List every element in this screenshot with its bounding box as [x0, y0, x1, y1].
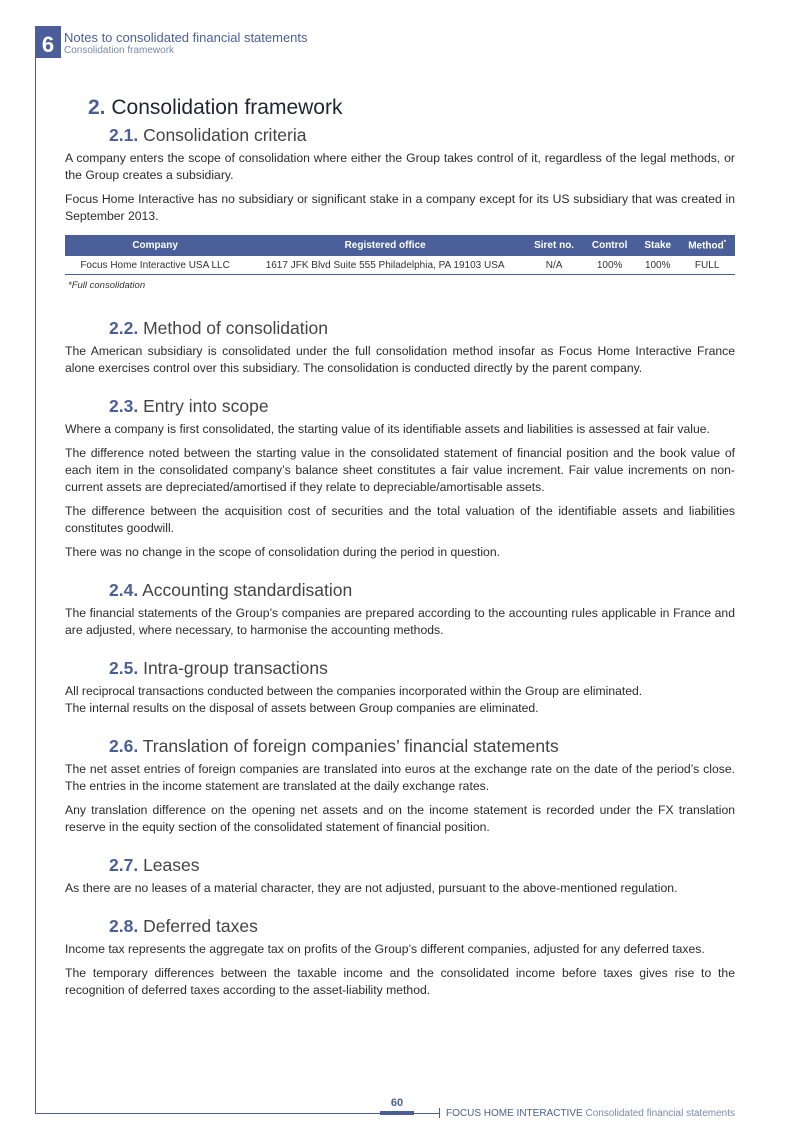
- page-number: 60: [390, 1097, 404, 1109]
- subsection-heading-2-5: 2.5. Intra-group transactions: [109, 658, 328, 678]
- subsection-heading-2-2: 2.2. Method of consolidation: [109, 318, 328, 338]
- paragraph: All reciprocal transactions conducted between the companies incorporated within the Group are eliminated.: [65, 684, 643, 698]
- column-header-siret: Siret no.: [525, 235, 583, 256]
- cell-control: 100%: [583, 256, 636, 275]
- paragraph: Income tax represents the aggregate tax on profits of the Group’s different companies, adjusted for any deferred taxes.: [65, 942, 705, 956]
- footer-brand-name: FOCUS HOME INTERACTIVE: [446, 1108, 583, 1119]
- column-header-registered-office: Registered office: [245, 235, 525, 256]
- paragraph: The American subsidiary is consolidated under the full consolidation method insofar as Focus Home Interactive France alone exercises control over this subsidiary. The consolidation is conducted directly by the parent company.: [65, 344, 735, 375]
- chapter-title: Notes to consolidated financial statements: [64, 30, 308, 45]
- subsection-heading-2-6: 2.6. Translation of foreign companies’ financial statements: [109, 736, 559, 756]
- paragraph: The temporary differences between the taxable income and the consolidated income before taxes gives rise to the recognition of deferred taxes according to the asset-liability method.: [65, 966, 735, 997]
- page-frame-left-rule: [35, 58, 36, 1113]
- section-heading: [88, 95, 735, 121]
- footer-brand: [446, 1108, 735, 1119]
- section-title: Consolidation framework: [111, 96, 343, 119]
- paragraph: As there are no leases of a material character, they are not adjusted, pursuant to the above-mentioned regulation.: [65, 881, 678, 895]
- paragraph: Where a company is first consolidated, the starting value of its identifiable assets and liabilities is assessed at fair value.: [65, 422, 710, 436]
- table-footnote: *Full consolidation: [68, 280, 146, 291]
- page-content: [65, 95, 735, 1006]
- table-row: [65, 256, 735, 275]
- table-header-row: [65, 235, 735, 256]
- page-frame-tick: [439, 1108, 440, 1118]
- cell-method: FULL: [679, 256, 735, 275]
- footnote-marker: *: [723, 239, 727, 246]
- paragraph: The difference between the acquisition cost of securities and the total valuation of the identifiable assets and liabilities constitutes goodwill.: [65, 504, 735, 535]
- consolidation-scope-table: [65, 235, 735, 275]
- subsection-heading-2-7: 2.7. Leases: [109, 855, 200, 875]
- cell-company: Focus Home Interactive USA LLC: [65, 256, 245, 275]
- column-header-company: Company: [65, 235, 245, 256]
- paragraph: Any translation difference on the opening net assets and on the income statement is recorded under the FX translation reserve in the equity section of the consolidated statement of financial position.: [65, 803, 735, 834]
- section-number: 2.: [88, 96, 106, 119]
- subsection-heading-2-3: 2.3. Entry into scope: [109, 396, 269, 416]
- subsection-heading-2-8: 2.8. Deferred taxes: [109, 916, 258, 936]
- paragraph: There was no change in the scope of consolidation during the period in question.: [65, 545, 500, 559]
- footer-document-title: Consolidated financial statements: [585, 1108, 735, 1119]
- chapter-number-badge: 6: [35, 26, 61, 58]
- paragraph: A company enters the scope of consolidation where either the Group takes control of it, regardless of the legal methods, or the Group creates a subsidiary.: [65, 151, 735, 182]
- paragraph: The difference noted between the starting value in the consolidated statement of financial position and the book value of each item in the consolidated company’s balance sheet constitutes a fair value increment. Fair value increments on non-current assets are depreciated/amortised if they relate to depreciable/amortisable assets.: [65, 446, 735, 494]
- page-number-bar: [380, 1111, 414, 1115]
- column-header-control: Control: [583, 235, 636, 256]
- subsection-heading-2-1: 2.1. Consolidation criteria: [109, 125, 307, 145]
- column-header-stake: Stake: [636, 235, 679, 256]
- chapter-subtitle: Consolidation framework: [64, 45, 175, 56]
- paragraph: Focus Home Interactive has no subsidiary or significant stake in a company except for its US subsidiary that was created in September 2013.: [65, 192, 735, 223]
- paragraph: The internal results on the disposal of assets between Group companies are eliminated.: [65, 701, 539, 715]
- cell-stake: 100%: [636, 256, 679, 275]
- column-header-method: Method*: [679, 235, 735, 256]
- cell-registered-office: 1617 JFK Blvd Suite 555 Philadelphia, PA 19103 USA: [245, 256, 525, 275]
- subsection-heading-2-4: 2.4. Accounting standardisation: [109, 580, 353, 600]
- paragraph: The financial statements of the Group’s companies are prepared according to the accounting rules applicable in France and are adjusted, where necessary, to harmonise the accounting methods.: [65, 606, 735, 637]
- cell-siret: N/A: [525, 256, 583, 275]
- paragraph: The net asset entries of foreign companies are translated into euros at the exchange rate on the date of the period’s close. The entries in the income statement are translated at the daily exchange rates.: [65, 762, 735, 793]
